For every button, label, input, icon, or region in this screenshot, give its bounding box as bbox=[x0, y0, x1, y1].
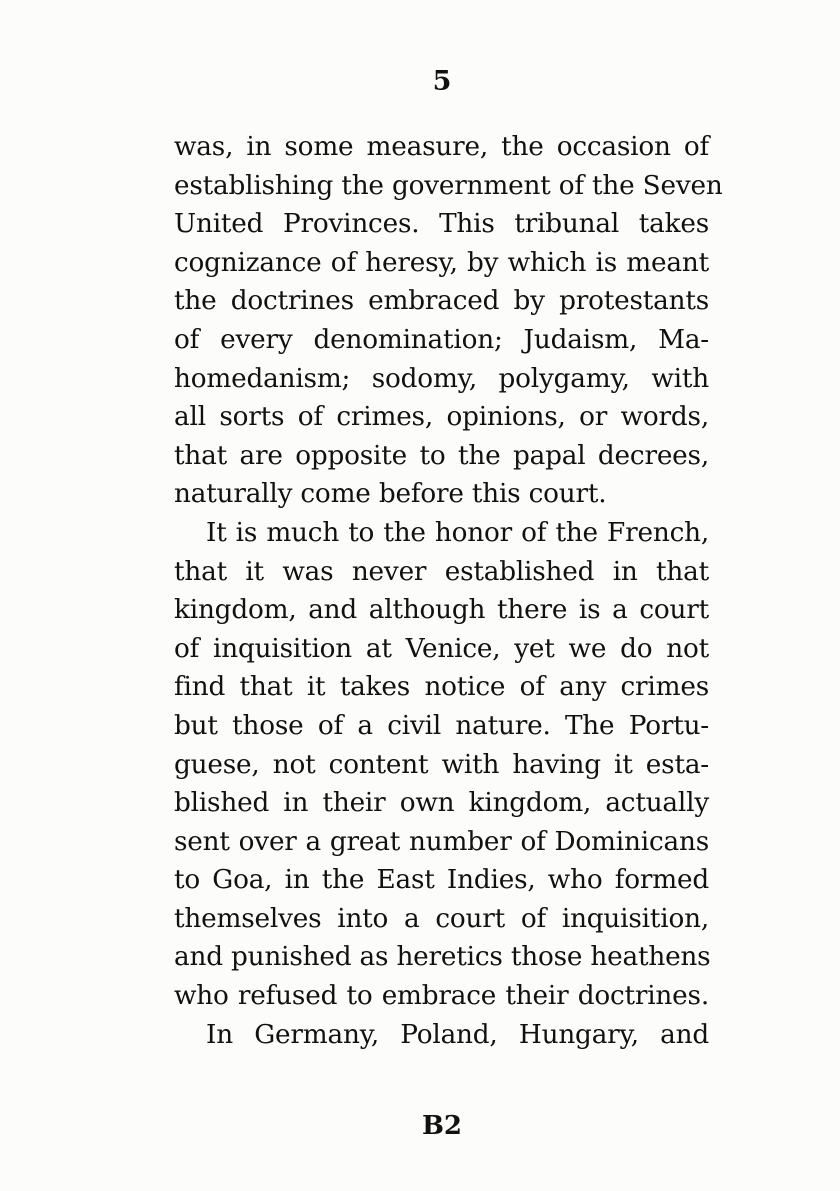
text-line: the doctrines embraced by protestants bbox=[174, 286, 709, 317]
text-line: all sorts of crimes, opinions, or words, bbox=[174, 402, 709, 433]
text-line: sent over a great number of Dominicans bbox=[174, 826, 709, 857]
paragraph-end-line: naturally come before this court. bbox=[174, 479, 607, 510]
text-line: of inquisition at Venice, yet we do not bbox=[174, 633, 709, 664]
text-line: that are opposite to the papal decrees, bbox=[174, 440, 709, 471]
text-line: homedanism; sodomy, polygamy, with bbox=[174, 363, 709, 394]
page-number: 5 bbox=[432, 66, 452, 97]
text-line: themselves into a court of inquisition, bbox=[174, 903, 709, 934]
text-line: to Goa, in the East Indies, who formed bbox=[174, 865, 709, 896]
body-text bbox=[174, 128, 723, 1054]
text-line: guese, not content with having it esta- bbox=[174, 749, 709, 780]
text-line: establishing the government of the Seven bbox=[174, 170, 723, 201]
signature-mark: B2 bbox=[421, 1111, 463, 1141]
text-line: that it was never established in that bbox=[174, 556, 709, 587]
text-line: but those of a civil nature. The Portu- bbox=[174, 710, 709, 741]
text-line: find that it takes notice of any crimes bbox=[174, 672, 709, 703]
paragraph-start-line: In Germany, Poland, Hungary, and bbox=[206, 1019, 709, 1050]
text-line: cognizance of heresy, by which is meant bbox=[174, 247, 709, 278]
paragraph-start-line: It is much to the honor of the French, bbox=[206, 517, 709, 548]
text-line: United Provinces. This tribunal takes bbox=[174, 209, 709, 240]
text-line: of every denomination; Judaism, Ma- bbox=[174, 324, 709, 355]
text-line: was, in some measure, the occasion of bbox=[174, 132, 709, 162]
text-line: who refused to embrace their doctrines. bbox=[174, 981, 709, 1012]
text-line: and punished as heretics those heathens bbox=[174, 942, 711, 973]
text-line: kingdom, and although there is a court bbox=[174, 595, 709, 626]
text-line: blished in their own kingdom, actually bbox=[174, 788, 709, 819]
